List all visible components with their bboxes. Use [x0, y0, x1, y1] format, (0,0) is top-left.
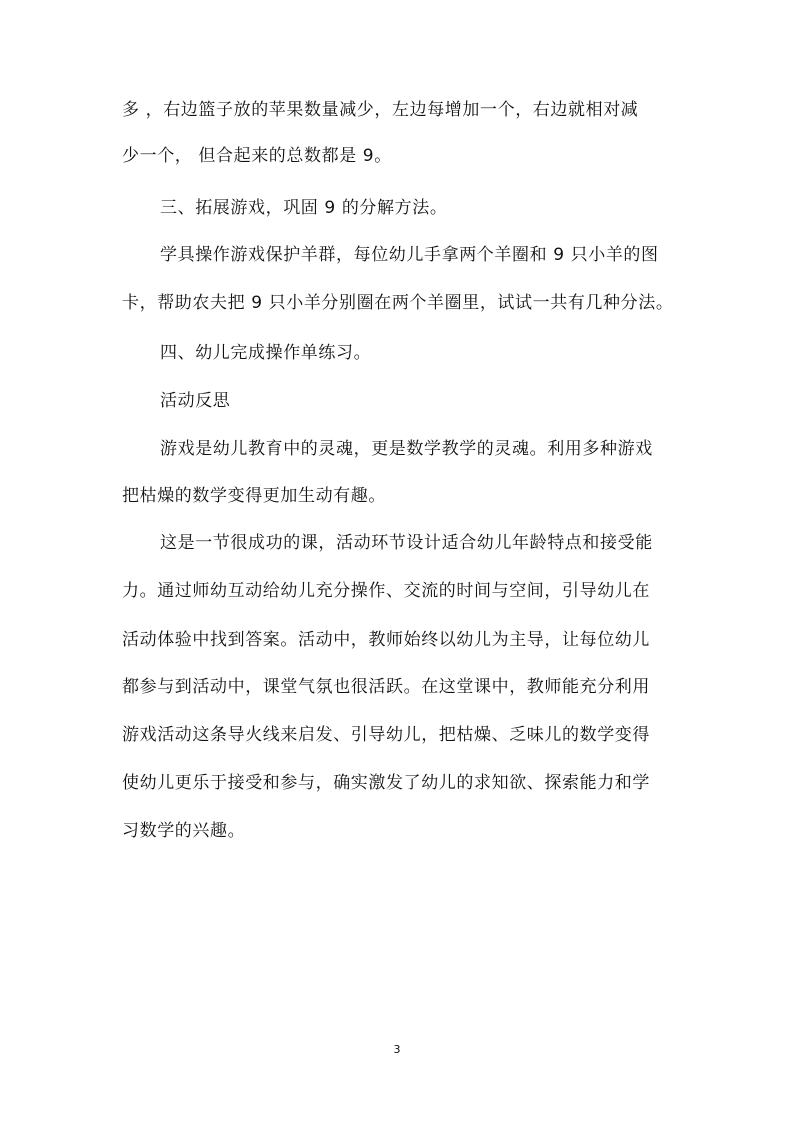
- paragraph-line: 活动体验中找到答案。活动中，教师始终以幼儿为主导，让每位幼儿: [122, 630, 650, 650]
- paragraph-line: 卡，帮助农夫把 9 只小羊分别圈在两个羊圈里，试试一共有几种分法。: [122, 293, 674, 313]
- paragraph-line: 都参与到活动中，课堂气氛也很活跃。在这堂课中，教师能充分利用: [122, 677, 650, 697]
- section-heading: 四、幼儿完成操作单练习。: [160, 343, 372, 363]
- paragraph-line: 学具操作游戏保护羊群，每位幼儿手拿两个羊圈和 9 只小羊的图: [160, 245, 659, 265]
- paragraph-line: 这是一节很成功的课，活动环节设计适合幼儿年龄特点和接受能: [160, 533, 653, 553]
- paragraph-line: 游戏是幼儿教育中的灵魂，更是数学教学的灵魂。利用多种游戏: [160, 439, 653, 459]
- page-number: 3: [393, 1043, 401, 1056]
- paragraph-line: 少一个， 但合起来的总数都是 9。: [122, 146, 392, 166]
- paragraph-line: 力。通过师幼互动给幼儿充分操作、交流的时间与空间，引导幼儿在: [122, 581, 650, 601]
- section-heading: 活动反思: [160, 391, 231, 411]
- paragraph-line: 把枯燥的数学变得更加生动有趣。: [122, 486, 386, 506]
- paragraph-line: 多 ，右边篮子放的苹果数量减少，左边每增加一个，右边就相对减: [122, 100, 639, 120]
- paragraph-line: 游戏活动这条导火线来启发、引导幼儿，把枯燥、乏味儿的数学变得: [122, 725, 650, 745]
- paragraph-line: 习数学的兴趣。: [122, 821, 246, 841]
- section-heading: 三、拓展游戏，巩固 9 的分解方法。: [160, 198, 448, 218]
- paragraph-line: 使幼儿更乐于接受和参与，确实激发了幼儿的求知欲、探索能力和学: [122, 773, 650, 793]
